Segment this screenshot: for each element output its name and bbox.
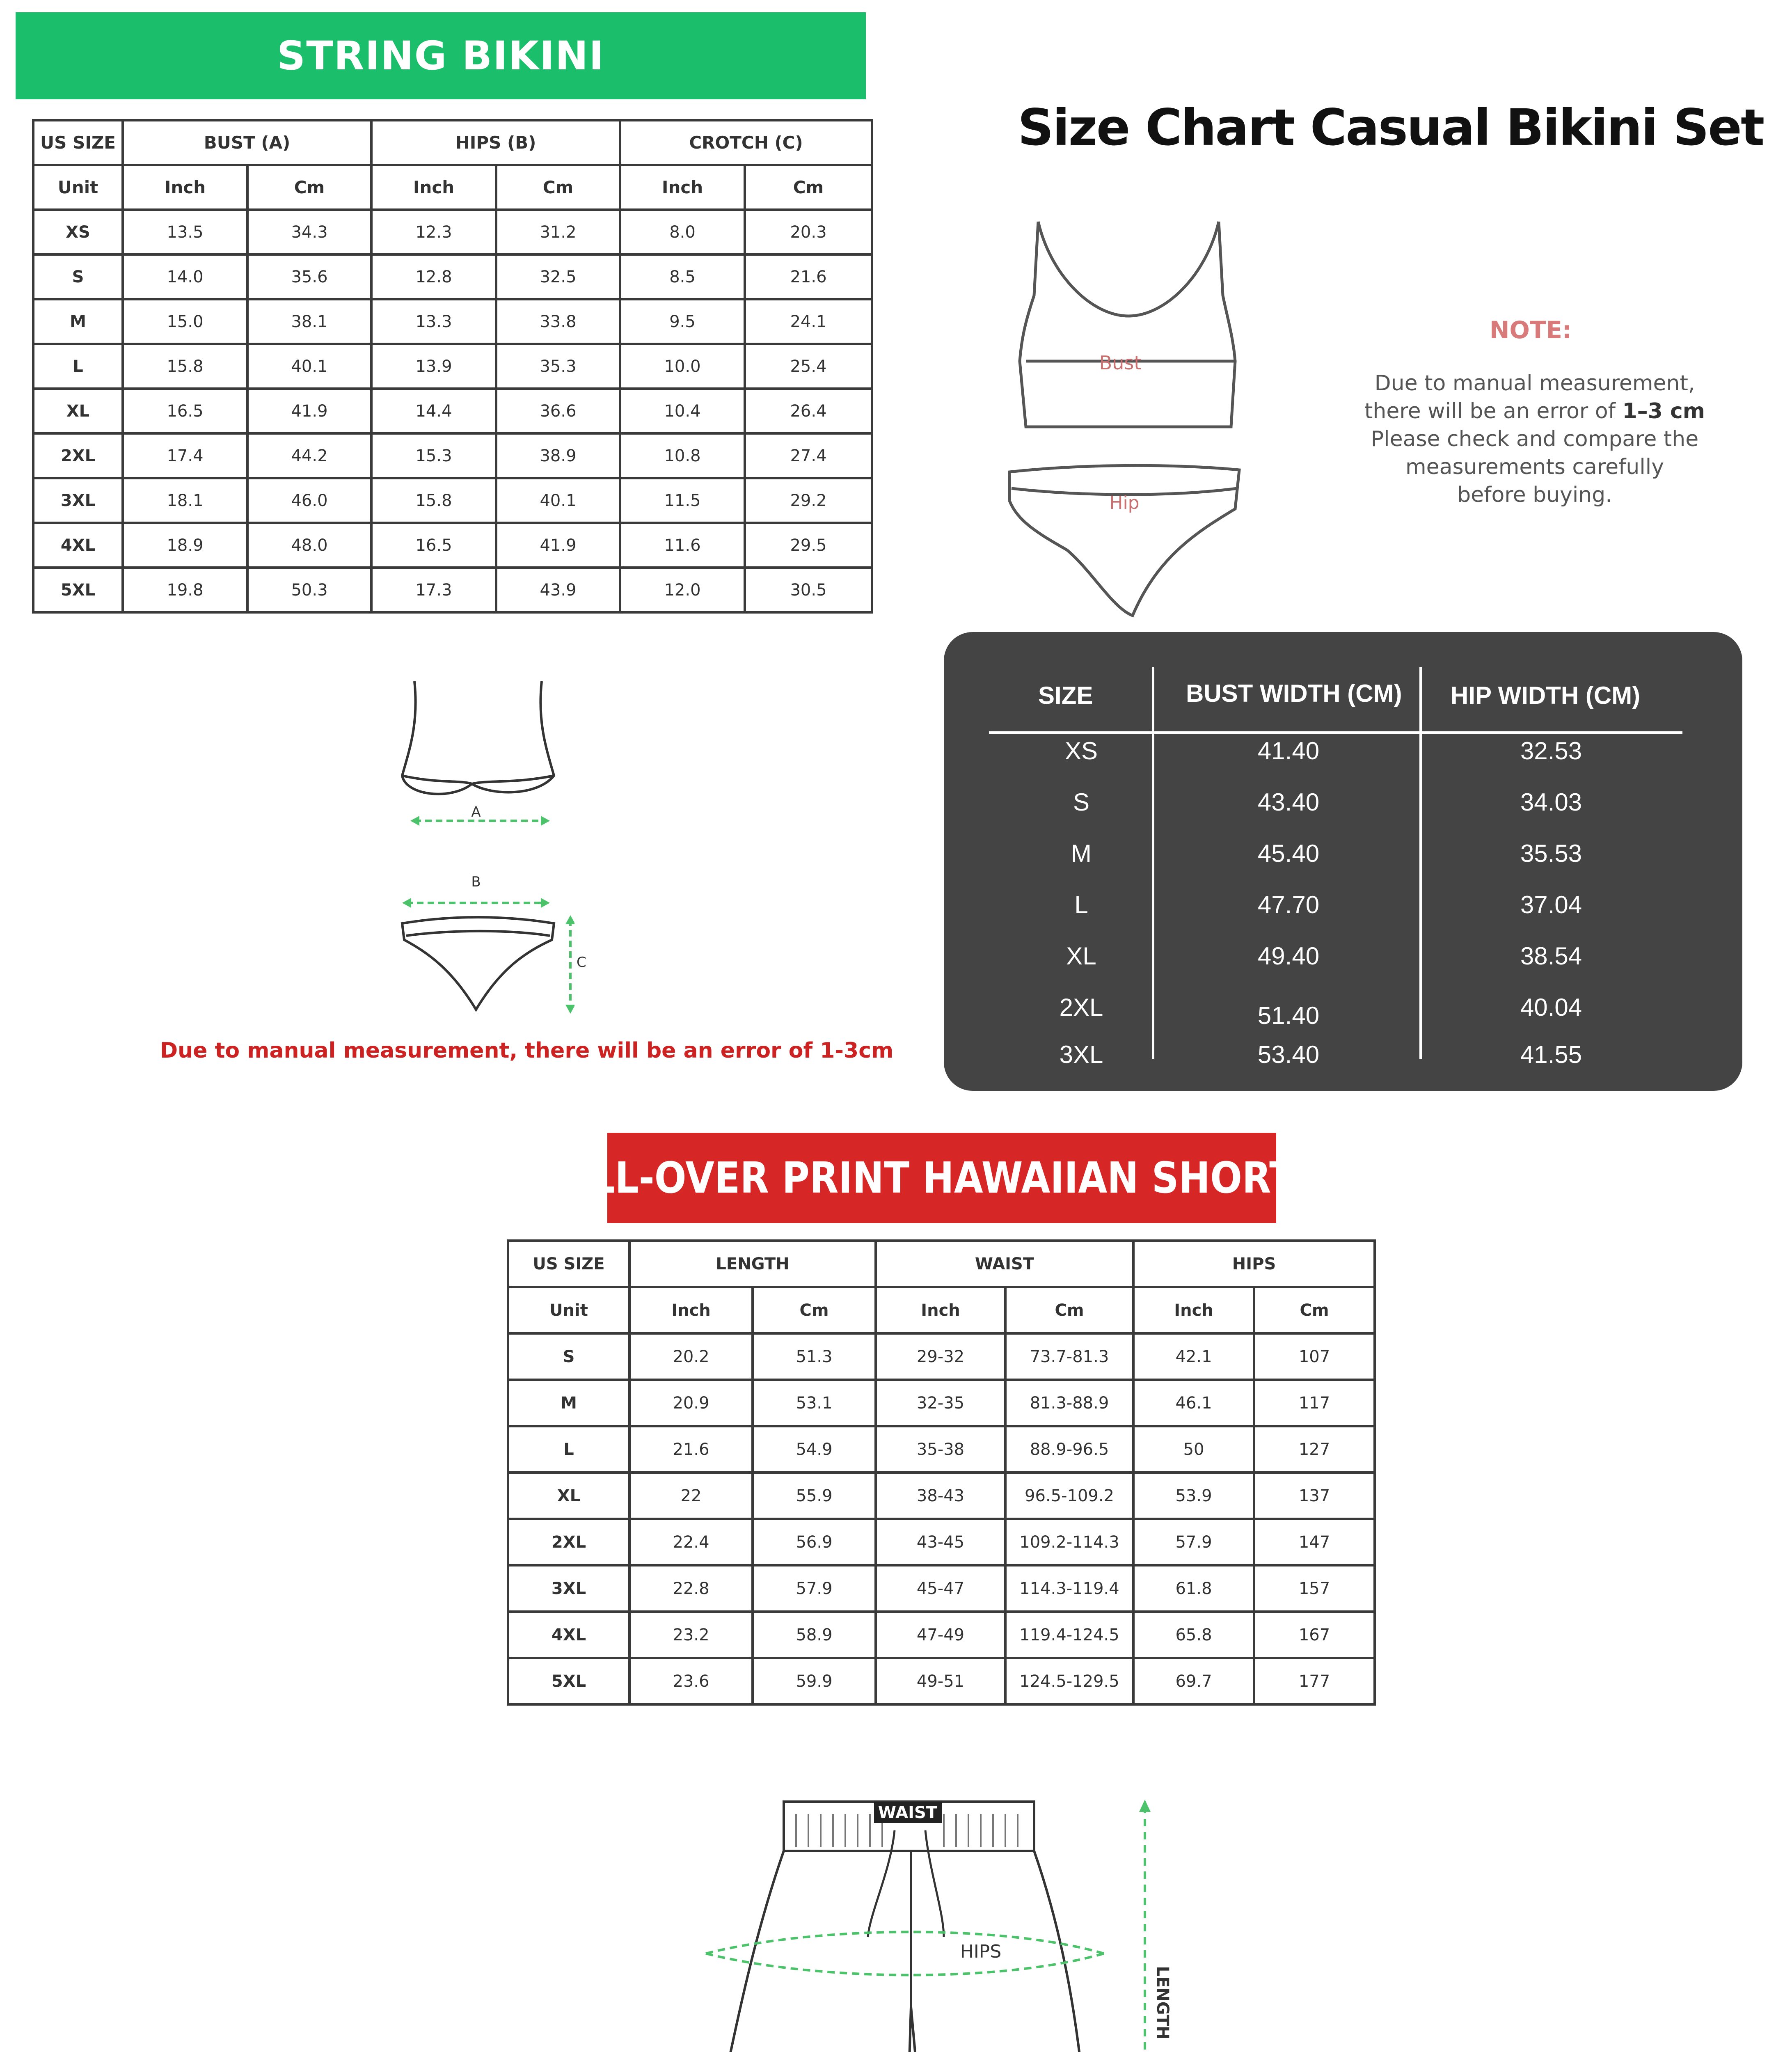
col-hip-width: HIP WIDTH (CM) bbox=[1451, 682, 1641, 709]
unit-cell: Inch bbox=[629, 1287, 753, 1333]
bust-width-cell: 51.40 bbox=[1257, 1002, 1320, 1029]
value-cell: 88.9-96.5 bbox=[1005, 1426, 1133, 1473]
value-cell: 40.1 bbox=[247, 344, 371, 389]
value-cell: 16.5 bbox=[123, 389, 247, 433]
unit-cell: Inch bbox=[371, 165, 496, 210]
size-cell: 3XL bbox=[33, 478, 123, 523]
value-cell: 26.4 bbox=[745, 389, 872, 433]
value-cell: 157 bbox=[1254, 1565, 1375, 1612]
size-cell: 5XL bbox=[508, 1658, 629, 1704]
size-cell: 2XL bbox=[1059, 994, 1103, 1021]
table-row bbox=[33, 433, 872, 478]
size-cell: 4XL bbox=[508, 1612, 629, 1658]
value-cell: 17.3 bbox=[371, 568, 496, 612]
table-row bbox=[33, 389, 872, 433]
header-hips: HIPS (B) bbox=[371, 120, 620, 165]
value-cell: 27.4 bbox=[745, 433, 872, 478]
value-cell: 30.5 bbox=[745, 568, 872, 612]
value-cell: 21.6 bbox=[629, 1426, 753, 1473]
value-cell: 15.8 bbox=[123, 344, 247, 389]
hip-width-cell: 37.04 bbox=[1520, 891, 1582, 918]
size-cell: M bbox=[1071, 840, 1092, 867]
label-waist: WAIST bbox=[878, 1803, 938, 1822]
header-us-size: US SIZE bbox=[33, 120, 123, 165]
value-cell: 12.3 bbox=[371, 210, 496, 254]
value-cell: 51.3 bbox=[753, 1333, 876, 1380]
value-cell: 38.9 bbox=[496, 433, 620, 478]
value-cell: 23.2 bbox=[629, 1612, 753, 1658]
value-cell: 107 bbox=[1254, 1333, 1375, 1380]
value-cell: 53.9 bbox=[1133, 1473, 1254, 1519]
value-cell: 20.9 bbox=[629, 1380, 753, 1426]
size-cell: XS bbox=[1064, 737, 1098, 765]
table-row bbox=[33, 210, 872, 254]
value-cell: 18.1 bbox=[123, 478, 247, 523]
size-cell: S bbox=[33, 254, 123, 299]
value-cell: 36.6 bbox=[496, 389, 620, 433]
bralette-shape bbox=[1020, 222, 1235, 427]
value-cell: 34.3 bbox=[247, 210, 371, 254]
value-cell: 29.5 bbox=[745, 523, 872, 568]
bust-width-cell: 47.70 bbox=[1257, 891, 1320, 918]
size-cell: L bbox=[508, 1426, 629, 1473]
bikini-top-shape bbox=[402, 681, 554, 794]
value-cell: 147 bbox=[1254, 1519, 1375, 1565]
value-cell: 43.9 bbox=[496, 568, 620, 612]
string-bikini-diagram bbox=[390, 673, 574, 1026]
table-row bbox=[33, 478, 872, 523]
table-row bbox=[508, 1658, 1375, 1704]
size-cell: 3XL bbox=[1059, 1041, 1103, 1068]
table-row bbox=[508, 1612, 1375, 1658]
value-cell: 40.1 bbox=[496, 478, 620, 523]
label-hip: Hip bbox=[1109, 492, 1140, 513]
value-cell: 127 bbox=[1254, 1426, 1375, 1473]
size-cell: 2XL bbox=[33, 433, 123, 478]
header-bust: BUST (A) bbox=[123, 120, 371, 165]
unit-label: Unit bbox=[508, 1287, 629, 1333]
size-cell: M bbox=[33, 299, 123, 344]
value-cell: 11.5 bbox=[620, 478, 745, 523]
value-cell: 49-51 bbox=[876, 1658, 1005, 1704]
value-cell: 59.9 bbox=[753, 1658, 876, 1704]
value-cell: 65.8 bbox=[1133, 1612, 1254, 1658]
string-bikini-size-table bbox=[32, 119, 873, 614]
hip-width-cell: 40.04 bbox=[1520, 994, 1582, 1021]
value-cell: 54.9 bbox=[753, 1426, 876, 1473]
unit-cell: Inch bbox=[876, 1287, 1005, 1333]
label-c: C bbox=[577, 954, 586, 971]
value-cell: 12.8 bbox=[371, 254, 496, 299]
value-cell: 33.8 bbox=[496, 299, 620, 344]
brief-shape bbox=[1009, 465, 1239, 616]
value-cell: 15.8 bbox=[371, 478, 496, 523]
value-cell: 31.2 bbox=[496, 210, 620, 254]
value-cell: 24.1 bbox=[745, 299, 872, 344]
value-cell: 23.6 bbox=[629, 1658, 753, 1704]
unit-cell: Inch bbox=[620, 165, 745, 210]
value-cell: 8.5 bbox=[620, 254, 745, 299]
value-cell: 10.0 bbox=[620, 344, 745, 389]
value-cell: 117 bbox=[1254, 1380, 1375, 1426]
table-row bbox=[33, 523, 872, 568]
bust-width-cell: 53.40 bbox=[1257, 1041, 1320, 1068]
bust-width-cell: 41.40 bbox=[1257, 737, 1320, 765]
header-waist: WAIST bbox=[876, 1241, 1133, 1287]
value-cell: 81.3-88.9 bbox=[1005, 1380, 1133, 1426]
value-cell: 96.5-109.2 bbox=[1005, 1473, 1133, 1519]
value-cell: 137 bbox=[1254, 1473, 1375, 1519]
unit-label: Unit bbox=[33, 165, 123, 210]
value-cell: 114.3-119.4 bbox=[1005, 1565, 1133, 1612]
table-row bbox=[33, 299, 872, 344]
shorts-size-table bbox=[507, 1239, 1376, 1706]
value-cell: 69.7 bbox=[1133, 1658, 1254, 1704]
header-hips: HIPS bbox=[1133, 1241, 1375, 1287]
value-cell: 8.0 bbox=[620, 210, 745, 254]
value-cell: 167 bbox=[1254, 1612, 1375, 1658]
value-cell: 58.9 bbox=[753, 1612, 876, 1658]
bust-width-cell: 43.40 bbox=[1257, 788, 1320, 816]
string-bikini-note: Due to manual measurement, there will be an error of 1-3cm bbox=[160, 1038, 894, 1063]
value-cell: 41.9 bbox=[496, 523, 620, 568]
hip-width-cell: 41.55 bbox=[1520, 1041, 1582, 1068]
bust-width-cell: 49.40 bbox=[1257, 942, 1320, 970]
value-cell: 13.3 bbox=[371, 299, 496, 344]
casual-note-body: Due to manual measurement, there will be an error of 1–3 cm Please check and compare the measurements carefully before buying. bbox=[1364, 371, 1705, 507]
value-cell: 44.2 bbox=[247, 433, 371, 478]
value-cell: 109.2-114.3 bbox=[1005, 1519, 1133, 1565]
size-cell: S bbox=[508, 1333, 629, 1380]
hip-width-cell: 35.53 bbox=[1520, 840, 1582, 867]
table-row bbox=[508, 1333, 1375, 1380]
header-us-size: US SIZE bbox=[508, 1241, 629, 1287]
value-cell: 61.8 bbox=[1133, 1565, 1254, 1612]
string-bikini-title: STRING BIKINI bbox=[277, 33, 604, 79]
label-hips: HIPS bbox=[960, 1941, 1002, 1962]
size-cell: XL bbox=[508, 1473, 629, 1519]
value-cell: 20.2 bbox=[629, 1333, 753, 1380]
value-cell: 46.1 bbox=[1133, 1380, 1254, 1426]
table-row bbox=[33, 254, 872, 299]
value-cell: 29-32 bbox=[876, 1333, 1005, 1380]
unit-cell: Cm bbox=[745, 165, 872, 210]
value-cell: 19.8 bbox=[123, 568, 247, 612]
value-cell: 124.5-129.5 bbox=[1005, 1658, 1133, 1704]
table-row bbox=[508, 1519, 1375, 1565]
value-cell: 25.4 bbox=[745, 344, 872, 389]
size-cell: L bbox=[1074, 891, 1088, 918]
label-b: B bbox=[471, 874, 481, 890]
table-row bbox=[33, 568, 872, 612]
value-cell: 17.4 bbox=[123, 433, 247, 478]
size-cell: 5XL bbox=[33, 568, 123, 612]
value-cell: 22 bbox=[629, 1473, 753, 1519]
label-length: LENGTH bbox=[1153, 1966, 1172, 2040]
value-cell: 45-47 bbox=[876, 1565, 1005, 1612]
value-cell: 57.9 bbox=[1133, 1519, 1254, 1565]
value-cell: 177 bbox=[1254, 1658, 1375, 1704]
size-cell: XL bbox=[1066, 942, 1096, 970]
value-cell: 14.0 bbox=[123, 254, 247, 299]
value-cell: 35.6 bbox=[247, 254, 371, 299]
value-cell: 38.1 bbox=[247, 299, 371, 344]
header-length: LENGTH bbox=[629, 1241, 876, 1287]
value-cell: 20.3 bbox=[745, 210, 872, 254]
value-cell: 9.5 bbox=[620, 299, 745, 344]
table-row bbox=[33, 344, 872, 389]
value-cell: 21.6 bbox=[745, 254, 872, 299]
value-cell: 15.3 bbox=[371, 433, 496, 478]
casual-bikini-diagram bbox=[1001, 213, 1256, 624]
unit-cell: Cm bbox=[1254, 1287, 1375, 1333]
table-row bbox=[508, 1473, 1375, 1519]
value-cell: 13.9 bbox=[371, 344, 496, 389]
unit-cell: Cm bbox=[247, 165, 371, 210]
size-cell: 3XL bbox=[508, 1565, 629, 1612]
value-cell: 14.4 bbox=[371, 389, 496, 433]
value-cell: 18.9 bbox=[123, 523, 247, 568]
value-cell: 55.9 bbox=[753, 1473, 876, 1519]
value-cell: 10.4 bbox=[620, 389, 745, 433]
value-cell: 50.3 bbox=[247, 568, 371, 612]
size-cell: S bbox=[1073, 788, 1090, 816]
casual-note-heading: NOTE: bbox=[1490, 316, 1572, 344]
table-row bbox=[508, 1565, 1375, 1612]
unit-cell: Inch bbox=[123, 165, 247, 210]
value-cell: 32-35 bbox=[876, 1380, 1005, 1426]
value-cell: 46.0 bbox=[247, 478, 371, 523]
bikini-bottom-shape bbox=[402, 917, 554, 1010]
value-cell: 38-43 bbox=[876, 1473, 1005, 1519]
table-row bbox=[508, 1426, 1375, 1473]
bust-width-cell: 45.40 bbox=[1257, 840, 1320, 867]
hip-width-cell: 38.54 bbox=[1520, 942, 1582, 970]
unit-cell: Cm bbox=[1005, 1287, 1133, 1333]
value-cell: 15.0 bbox=[123, 299, 247, 344]
shorts-title: ALL-OVER PRINT HAWAIIAN SHORTS bbox=[561, 1153, 1322, 1203]
size-cell: 2XL bbox=[508, 1519, 629, 1565]
value-cell: 57.9 bbox=[753, 1565, 876, 1612]
value-cell: 119.4-124.5 bbox=[1005, 1612, 1133, 1658]
value-cell: 56.9 bbox=[753, 1519, 876, 1565]
casual-size-card bbox=[944, 632, 1742, 1091]
col-bust-width: BUST WIDTH (CM) bbox=[1186, 680, 1402, 707]
value-cell: 73.7-81.3 bbox=[1005, 1333, 1133, 1380]
value-cell: 35-38 bbox=[876, 1426, 1005, 1473]
label-bust: Bust bbox=[1099, 352, 1142, 374]
shorts-diagram bbox=[698, 1789, 1190, 2052]
value-cell: 22.4 bbox=[629, 1519, 753, 1565]
value-cell: 53.1 bbox=[753, 1380, 876, 1426]
value-cell: 41.9 bbox=[247, 389, 371, 433]
value-cell: 13.5 bbox=[123, 210, 247, 254]
size-cell: XS bbox=[33, 210, 123, 254]
value-cell: 35.3 bbox=[496, 344, 620, 389]
size-cell: XL bbox=[33, 389, 123, 433]
string-bikini-banner bbox=[16, 12, 866, 99]
shorts-banner bbox=[561, 1133, 1322, 1223]
unit-cell: Cm bbox=[496, 165, 620, 210]
value-cell: 47-49 bbox=[876, 1612, 1005, 1658]
value-cell: 48.0 bbox=[247, 523, 371, 568]
hip-width-cell: 34.03 bbox=[1520, 788, 1582, 816]
casual-bikini-title: Size Chart Casual Bikini Set bbox=[1018, 98, 1764, 157]
unit-cell: Cm bbox=[753, 1287, 876, 1333]
value-cell: 10.8 bbox=[620, 433, 745, 478]
unit-cell: Inch bbox=[1133, 1287, 1254, 1333]
size-cell: 4XL bbox=[33, 523, 123, 568]
value-cell: 22.8 bbox=[629, 1565, 753, 1612]
value-cell: 43-45 bbox=[876, 1519, 1005, 1565]
value-cell: 11.6 bbox=[620, 523, 745, 568]
table-row bbox=[508, 1380, 1375, 1426]
size-cell: M bbox=[508, 1380, 629, 1426]
header-crotch: CROTCH (C) bbox=[620, 120, 872, 165]
hip-width-cell: 32.53 bbox=[1520, 737, 1582, 765]
value-cell: 50 bbox=[1133, 1426, 1254, 1473]
size-cell: L bbox=[33, 344, 123, 389]
col-size: SIZE bbox=[1038, 682, 1093, 709]
label-a: A bbox=[471, 804, 481, 820]
value-cell: 42.1 bbox=[1133, 1333, 1254, 1380]
value-cell: 12.0 bbox=[620, 568, 745, 612]
value-cell: 29.2 bbox=[745, 478, 872, 523]
value-cell: 32.5 bbox=[496, 254, 620, 299]
value-cell: 16.5 bbox=[371, 523, 496, 568]
